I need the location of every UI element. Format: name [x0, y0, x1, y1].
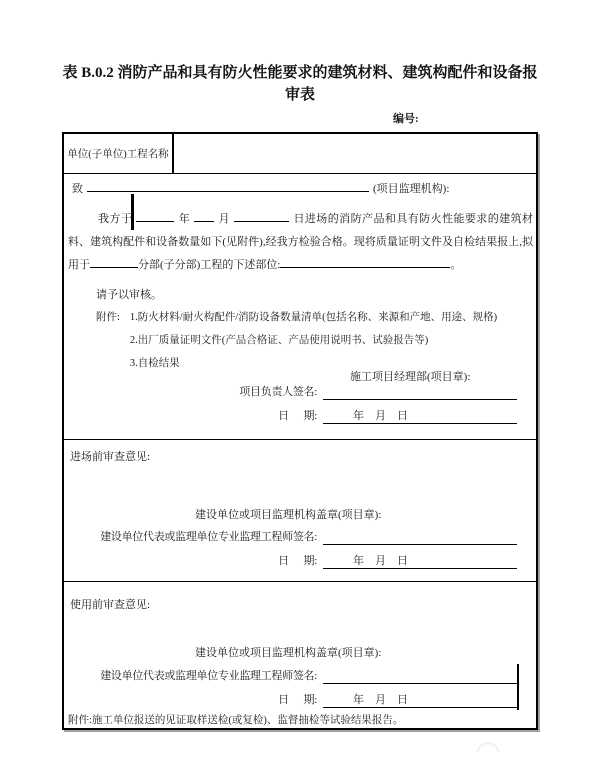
project-leader-signature-label: 项目负责人签名: [239, 386, 317, 398]
supervisor-signature-label: 建设单位代表或监理单位专业监理工程师签名: [100, 670, 317, 682]
attachment-item: 2.出厂质量证明文件(产品合格证、产品使用说明书、试验报告等) [129, 335, 429, 346]
review-request-line: 请予以审核。 [96, 289, 162, 301]
request-section [64, 174, 536, 440]
addressee-row [72, 180, 530, 196]
date-row [278, 692, 517, 708]
request-paragraph [68, 208, 533, 277]
signature-blank-field [323, 529, 517, 545]
date-row [278, 553, 517, 569]
paragraph-mid: 分部(子分部)工程的下述部位: [138, 259, 281, 271]
date-blank-field: 年 月 日 [323, 692, 517, 708]
attachment-item: 1.防火材料/耐火构配件/消防设备数量清单(包括名称、来源和产地、用途、规格) [129, 312, 498, 323]
project-name-row [64, 134, 536, 174]
signature-blank-field [323, 668, 517, 684]
location-blank-field [280, 256, 450, 268]
supervisor-stamp-label: 建设单位或项目监理机构盖章(项目章): [195, 647, 382, 659]
date-blank-field: 年 月 日 [323, 553, 517, 569]
footer-note: 附件:施工单位报送的见证取样送检(或复检)、监督抽检等试验结果报告。 [68, 715, 404, 726]
paragraph-start: 我方于 [98, 213, 133, 225]
contractor-stamp-label: 施工项目经理部(项目章): [350, 371, 471, 383]
supervisor-signature-label: 建设单位代表或监理单位专业监理工程师签名: [100, 531, 317, 543]
signature-row [100, 529, 517, 545]
month-label: 月 [218, 213, 231, 225]
supervisor-stamp-label: 建设单位或项目监理机构盖章(项目章): [195, 509, 382, 521]
project-name-value [174, 134, 536, 173]
date-row [278, 408, 517, 424]
year-blank-field [136, 210, 174, 222]
watermark-arc [477, 742, 499, 752]
subproject-blank-field [90, 256, 138, 268]
pre-entry-review-label: 进场前审查意见: [70, 451, 151, 463]
attachments-block [96, 306, 530, 375]
attachments-label: 附件: [96, 312, 120, 323]
addressee-suffix: (项目监理机构): [373, 183, 450, 195]
day-blank-field [234, 210, 289, 222]
project-name-label: 单位(子单位)工程名称 [64, 134, 174, 173]
signature-row [100, 668, 517, 684]
month-blank-field [194, 210, 214, 222]
scan-artifact-line [517, 664, 519, 710]
attachment-item: 3.自检结果 [129, 358, 180, 369]
date-label: 日 期: [278, 410, 317, 422]
signature-blank-field [323, 384, 517, 400]
page-title: 表 B.0.2 消防产品和具有防火性能要求的建筑材料、建筑构配件和设备报审表 [62, 65, 538, 103]
paragraph-end: 。 [450, 259, 462, 271]
pre-use-review-label: 使用前审查意见: [70, 599, 151, 611]
date-label: 日 期: [278, 555, 317, 567]
pre-use-review-section [64, 582, 536, 732]
year-label: 年 [178, 213, 191, 225]
pre-entry-review-section [64, 440, 536, 582]
form-table [62, 132, 538, 730]
paragraph-body: 日进场的消防产品和具有防火性能要求的建筑材料、建筑构配件和设备数量如下(见附件),经我方检验合格。现将质量证明文件及自检结果报上,拟用于 [68, 213, 534, 271]
date-blank-field: 年 月 日 [323, 408, 517, 424]
addressee-blank-field [87, 180, 369, 192]
attachments-list [130, 306, 497, 375]
form-number-label: 编号: [393, 113, 419, 125]
signature-row [239, 384, 517, 400]
addressee-label: 致 [72, 183, 83, 195]
date-label: 日 期: [278, 694, 317, 706]
